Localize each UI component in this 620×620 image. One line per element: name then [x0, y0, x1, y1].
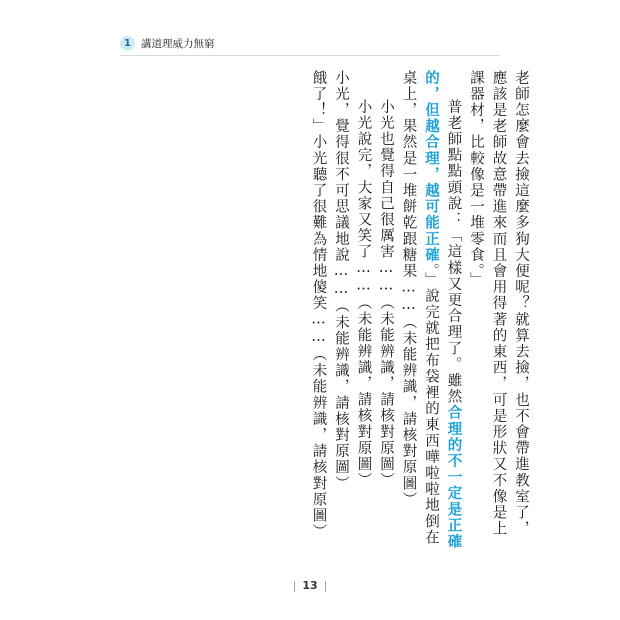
running-header — [120, 36, 215, 51]
page-number-footer — [0, 579, 620, 592]
paragraph — [352, 70, 375, 550]
text-segment: 普老師點點頭說：「這樣又更合理了。雖然 — [445, 99, 462, 405]
chapter-number-badge: 1 — [120, 36, 135, 51]
paragraph — [465, 70, 533, 550]
paragraph — [330, 70, 353, 550]
text-segment: 小光說完，大家又笑了……（未能辨識，請核對原圖） — [355, 99, 372, 489]
chapter-title: 講道理威力無窮 — [141, 38, 215, 50]
body-text-vertical — [172, 70, 532, 550]
paragraph — [375, 70, 398, 550]
paragraph — [397, 70, 465, 550]
text-segment: 小光，覺得很不可思議地說……（未能辨識，請核對原圖） — [333, 70, 349, 492]
highlighted-text: 合理的不一定是正確的，但越合理，越可能正確 — [423, 70, 463, 550]
text-segment: 小光也覺得自己很厲害……（未能辨識，請核對原圖） — [378, 99, 394, 489]
page-number-left-bar: | — [292, 579, 297, 592]
page-number-right-bar: | — [323, 579, 328, 592]
paragraph — [307, 70, 330, 550]
page-number: 13 — [302, 579, 318, 592]
text-segment: 老師怎麼會去撿這麼多狗大便呢？就算去撿，也不會帶進教室了，應該是老師故意帶進來而且會用得著的東西，可是形狀又不像是上課器材，比較像是一堆零食。」 — [468, 70, 529, 537]
text-segment: 餓了！」小光聽了很難為情地傻笑……（未能辨識，請核對原圖） — [310, 70, 327, 540]
header-divider — [120, 55, 500, 56]
text-segment: 。」說完就把布袋裡的東西嘩啦啦地倒在桌上，果然是一堆餅乾跟糖果……（未能辨識，請核對原圖） — [400, 70, 439, 546]
